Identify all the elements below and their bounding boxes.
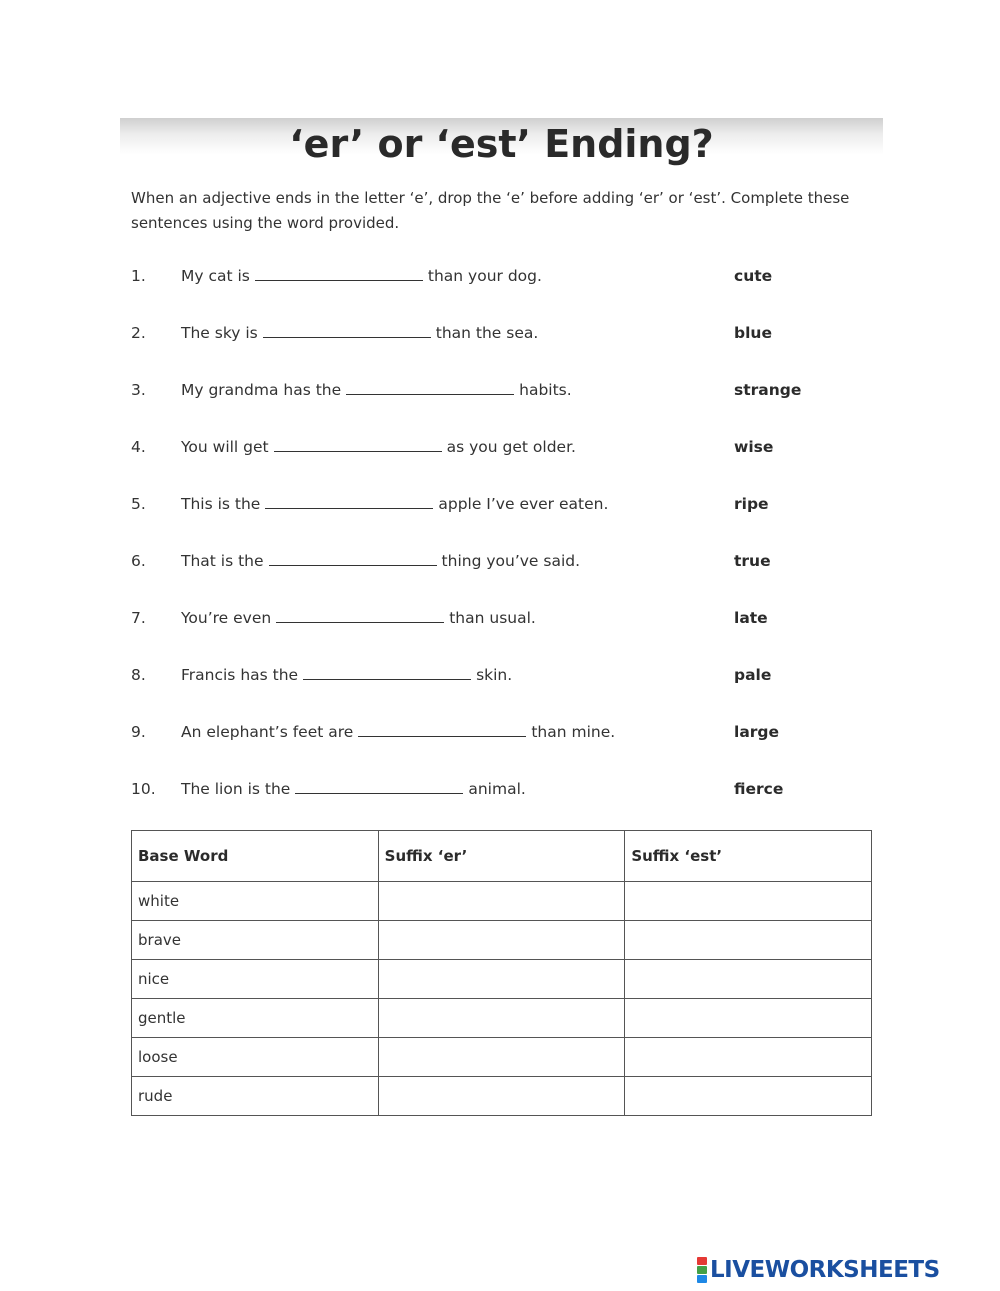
- page-title: ‘er’ or ‘est’ Ending?: [289, 122, 714, 166]
- table-row: [132, 882, 872, 921]
- question-sentence: [181, 435, 576, 459]
- table-row: [132, 960, 872, 999]
- given-word: fierce: [734, 780, 784, 798]
- liveworksheets-logo-icon: [697, 1257, 707, 1283]
- sentence-end: skin.: [476, 666, 513, 684]
- question-number: 3.: [131, 381, 146, 399]
- given-word: strange: [734, 381, 802, 399]
- sentence-start: My cat is: [181, 267, 250, 285]
- question-number: 7.: [131, 609, 146, 627]
- table-row: [132, 999, 872, 1038]
- base-word-cell: nice: [132, 960, 379, 999]
- answer-blank[interactable]: [295, 777, 463, 794]
- question-number: 5.: [131, 495, 146, 513]
- question-number: 4.: [131, 438, 146, 456]
- header-suffix-er: Suffix ‘er’: [378, 831, 625, 882]
- er-answer-cell[interactable]: [378, 1038, 625, 1077]
- sentence-end: animal.: [468, 780, 526, 798]
- question-sentence: [181, 321, 538, 345]
- table-header-row: [132, 831, 872, 882]
- answer-blank[interactable]: [303, 663, 471, 680]
- sentence-start: The sky is: [181, 324, 258, 342]
- sentence-start: This is the: [181, 495, 261, 513]
- question-sentence: [181, 378, 572, 402]
- er-answer-cell[interactable]: [378, 960, 625, 999]
- question-row: [131, 606, 851, 630]
- given-word: true: [734, 552, 771, 570]
- er-answer-cell[interactable]: [378, 999, 625, 1038]
- question-sentence: [181, 549, 580, 573]
- sentence-end: habits.: [519, 381, 572, 399]
- sentence-end: as you get older.: [446, 438, 576, 456]
- question-row: [131, 264, 851, 288]
- est-answer-cell[interactable]: [625, 999, 872, 1038]
- question-row: [131, 378, 851, 402]
- er-answer-cell[interactable]: [378, 882, 625, 921]
- suffix-table: [131, 830, 872, 1116]
- table-row: [132, 1038, 872, 1077]
- est-answer-cell[interactable]: [625, 1038, 872, 1077]
- table-row: [132, 921, 872, 960]
- question-number: 2.: [131, 324, 146, 342]
- question-row: [131, 777, 851, 801]
- sentence-end: than mine.: [531, 723, 616, 741]
- question-row: [131, 549, 851, 573]
- sentence-end: thing you’ve said.: [441, 552, 581, 570]
- question-number: 6.: [131, 552, 146, 570]
- question-sentence: [181, 264, 542, 288]
- question-sentence: [181, 606, 536, 630]
- logo-block: [697, 1266, 707, 1274]
- question-number: 10.: [131, 780, 156, 798]
- answer-blank[interactable]: [255, 264, 423, 281]
- question-number: 9.: [131, 723, 146, 741]
- sentence-start: You’re even: [181, 609, 272, 627]
- question-sentence: [181, 492, 608, 516]
- question-number: 1.: [131, 267, 146, 285]
- answer-blank[interactable]: [358, 720, 526, 737]
- answer-blank[interactable]: [265, 492, 433, 509]
- question-row: [131, 720, 851, 744]
- base-word-cell: loose: [132, 1038, 379, 1077]
- given-word: ripe: [734, 495, 769, 513]
- given-word: wise: [734, 438, 774, 456]
- est-answer-cell[interactable]: [625, 1077, 872, 1116]
- instructions: When an adjective ends in the letter ‘e’, drop the ‘e’ before adding ‘er’ or ‘est’. Complete these sentences using the word provided.: [131, 189, 850, 232]
- question-sentence: [181, 720, 615, 744]
- er-answer-cell[interactable]: [378, 1077, 625, 1116]
- given-word: large: [734, 723, 780, 741]
- header-suffix-est: Suffix ‘est’: [625, 831, 872, 882]
- est-answer-cell[interactable]: [625, 960, 872, 999]
- question-sentence: [181, 777, 526, 801]
- er-answer-cell[interactable]: [378, 921, 625, 960]
- sentence-end: than your dog.: [427, 267, 542, 285]
- est-answer-cell[interactable]: [625, 921, 872, 960]
- answer-blank[interactable]: [276, 606, 444, 623]
- question-number: 8.: [131, 666, 146, 684]
- base-word-cell: brave: [132, 921, 379, 960]
- question-sentence: [181, 663, 512, 687]
- answer-blank[interactable]: [346, 378, 514, 395]
- sentence-start: Francis has the: [181, 666, 299, 684]
- logo-block: [697, 1257, 707, 1265]
- given-word: pale: [734, 666, 772, 684]
- base-word-cell: gentle: [132, 999, 379, 1038]
- given-word: blue: [734, 324, 772, 342]
- sentence-start: You will get: [181, 438, 269, 456]
- answer-blank[interactable]: [263, 321, 431, 338]
- brand-name: LIVEWORKSHEETS: [710, 1257, 940, 1283]
- sentence-start: That is the: [181, 552, 264, 570]
- given-word: late: [734, 609, 768, 627]
- question-row: [131, 435, 851, 459]
- answer-blank[interactable]: [269, 549, 437, 566]
- sentence-end: than the sea.: [435, 324, 539, 342]
- sentence-end: than usual.: [449, 609, 536, 627]
- question-row: [131, 321, 851, 345]
- header-base-word: Base Word: [132, 831, 379, 882]
- base-word-cell: rude: [132, 1077, 379, 1116]
- logo-block: [697, 1275, 707, 1283]
- given-word: cute: [734, 267, 773, 285]
- base-word-cell: white: [132, 882, 379, 921]
- sentence-end: apple I’ve ever eaten.: [438, 495, 609, 513]
- sentence-start: The lion is the: [181, 780, 291, 798]
- table-row: [132, 1077, 872, 1116]
- sentence-start: My grandma has the: [181, 381, 342, 399]
- question-row: [131, 492, 851, 516]
- liveworksheets-brand[interactable]: [697, 1255, 940, 1285]
- sentence-start: An elephant’s feet are: [181, 723, 354, 741]
- question-row: [131, 663, 851, 687]
- est-answer-cell[interactable]: [625, 882, 872, 921]
- answer-blank[interactable]: [274, 435, 442, 452]
